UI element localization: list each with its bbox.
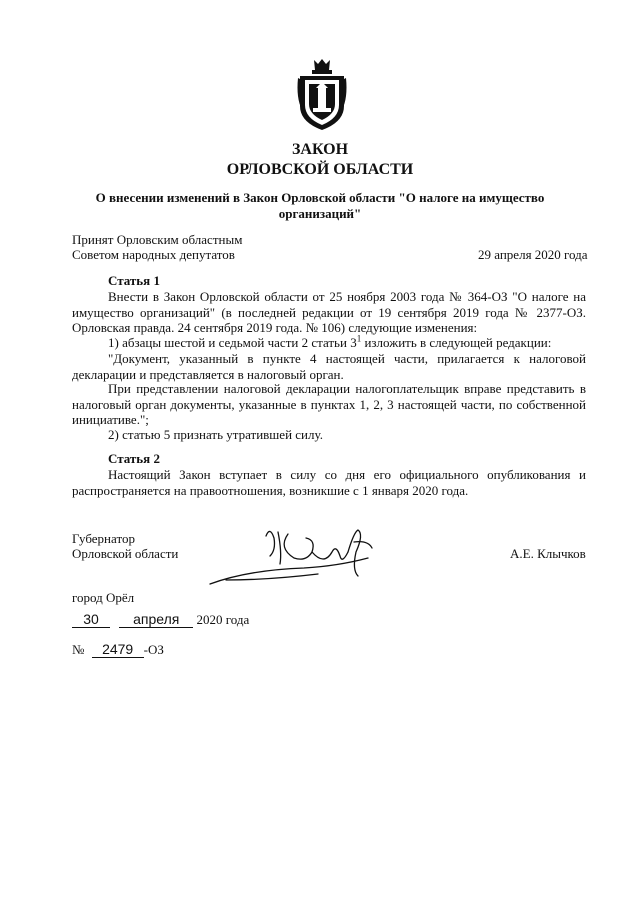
number-sign: № <box>72 642 85 657</box>
article-1-paragraph-2-tail: изложить в следующей редакции: <box>361 335 552 350</box>
law-subtitle: О внесении изменений в Закон Орловской области "О налоге на имущество организаций" <box>95 190 545 221</box>
article-1-heading: Статья 1 <box>108 273 160 288</box>
article-1-paragraph-1: Внести в Закон Орловской области от 25 ноября 2003 года № 364-ОЗ "О налоге на имущество организаций" (в последней редакции от 19 сентября 2019 года № 2377-ОЗ. Орловская правда. 24 сентября 2019 года. № 106) следующие изменения: <box>72 289 586 335</box>
coat-of-arms-emblem <box>296 58 348 132</box>
article-2-heading: Статья 2 <box>108 451 160 466</box>
signing-month: апреля <box>119 612 193 628</box>
signing-date <box>72 612 249 628</box>
signature-role-line-1: Губернатор <box>72 531 135 546</box>
article-1-superscript: 1 <box>356 333 362 344</box>
adopted-date: 29 апреля 2020 года <box>478 247 588 262</box>
signing-day: 30 <box>72 612 110 628</box>
adopted-line-2: Советом народных депутатов <box>72 247 235 262</box>
article-1-paragraph-5: 2) статью 5 признать утратившей силу. <box>108 427 323 442</box>
law-number <box>72 642 164 658</box>
region-title: ОРЛОВСКОЙ ОБЛАСТИ <box>226 161 414 178</box>
law-title: ЗАКОН <box>291 141 349 158</box>
adopted-line-1: Принят Орловским областным <box>72 232 243 247</box>
signature-role-line-2: Орловской области <box>72 546 179 561</box>
handwritten-signature <box>208 522 378 594</box>
article-1-paragraph-3: "Документ, указанный в пункте 4 настоящей части, прилагается к налоговой декларации и представляется в налоговый орган. <box>72 351 586 382</box>
article-1-paragraph-2-text: 1) абзацы шестой и седьмой части 2 статьи 3 <box>108 335 357 350</box>
governor-name: А.Е. Клычков <box>510 546 586 561</box>
article-1-paragraph-2 <box>72 335 586 351</box>
law-number-value: 2479 <box>92 642 144 658</box>
article-2-paragraph-1: Настоящий Закон вступает в силу со дня его официального опубликования и распространяется на правоотношения, возникшие с 1 января 2020 года. <box>72 467 586 498</box>
number-suffix: -ОЗ <box>143 642 164 657</box>
city-label: город Орёл <box>72 590 135 605</box>
signing-year: 2020 года <box>196 612 250 627</box>
article-1-paragraph-4: При представлении налоговой декларации налогоплательщик вправе представить в налоговый орган документы, указанные в пунктах 1, 2, 3 настоящей части, по собственной инициативе."; <box>72 381 586 427</box>
